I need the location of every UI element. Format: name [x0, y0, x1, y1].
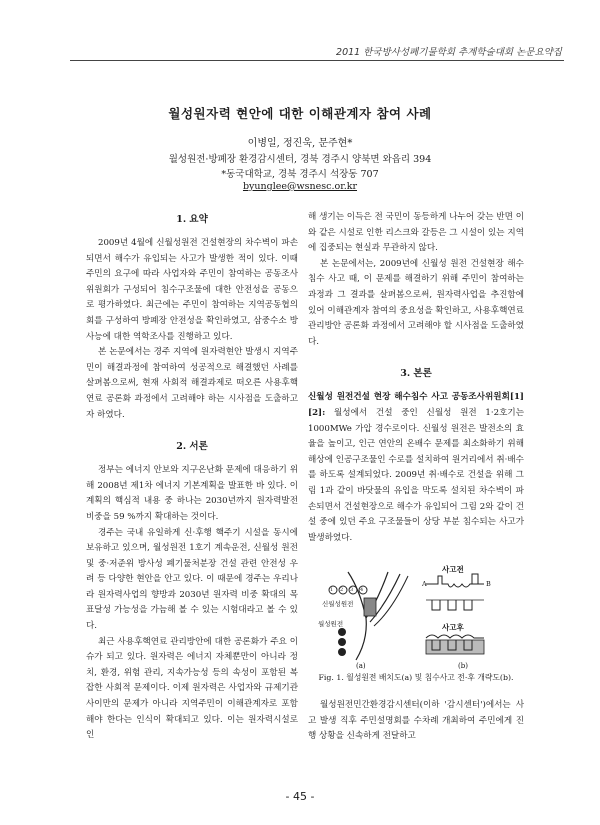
intro-paragraph-2: 경주는 국내 유일하게 신·후행 핵주기 시설을 동시에 보유하고 있으며, 월성원전 1호기 계속운전, 신월성 원전 및 중·저준위 방사성 폐기물처분장 건설 관련 안전성 우려 등 다양한 현안을 안고 있다. 이 때문에 경주는 우리나라 원자력사업의 향방과 2030년 원자력 비중 확대의 목표달성 가능성을 가늠해 볼 수 있는 시험대라고 볼 수 있다. — [86, 527, 298, 632]
page-number: - 45 - — [285, 790, 315, 803]
section-heading-intro: 2. 서론 — [176, 441, 208, 453]
intro-paragraph-4: 본 논문에서는, 2009년에 신월성 원전 건설현장 해수침수 사고 때, 이 문제를 해결하기 위해 주민이 참여하는 과정과 그 결과를 살펴봄으로써, 원자력사업을 추진함에 있어 이해관계자 참여의 중요성을 확인하고, 사용후핵연료 관리방안 공론화 과정에서 고려해야 할 시사점을 도출하였다. — [308, 258, 524, 347]
label-wolsong: 월성원전 — [318, 620, 344, 629]
layout-sketch — [318, 572, 408, 670]
site-num-4: 4 — [360, 587, 364, 594]
author-email: byunglee@wsnesc.or.kr — [242, 181, 358, 192]
label-after: 사고후 — [442, 623, 464, 633]
monitoring-paragraph: 월성원전민간환경감시센터(이하 '감시센터')에서는 사고 발생 직후 주민설명회를 수차례 개최하여 주민에게 진행 상황을 신속하게 전달하고 — [308, 700, 524, 742]
intro-paragraph-1: 정부는 에너지 안보와 지구온난화 문제에 대응하기 위해 2008년 제1차 에너지 기본계획을 발표한 바 있다. 이 계획의 핵심적 내용 중 하나는 2030년까지 원자력발전 비중을 59 %까지 확대하는 것이다. — [86, 465, 298, 522]
section-heading-body: 3. 본론 — [400, 368, 432, 380]
body-paragraph-text: 월성에서 건설 중인 신월성 원전 1·2호기는 1000MWe 가압 경수로이다. 신월성 원전은 발전소의 효율을 높이고, 인근 연안의 온배수 문제를 최소화하기 위해 해상에 인공구조물인 수로를 설치하여 원거리에서 취·배수를 하도록 설계되었다. 2009년 취·배수로 건설을 위해 그림 1과 같이 바닷물의 유입을 막도록 설치된 차수벽이 파손되면서 건설현장으로 해수가 유입되어 그림 2와 같이 건설 중에 있던 주요 구조물들이 상당 부분 침수되는 사고가 발생하였다. — [308, 407, 524, 543]
figure-1 — [308, 560, 524, 670]
site-num-2: 2 — [340, 587, 344, 594]
paper-authors: 이병일, 정진욱, 문주현* — [247, 138, 353, 149]
before-after-sketch — [421, 564, 491, 670]
running-header: 2011 한국방사성폐기물학회 추계학술대회 논문요약집 — [336, 47, 562, 58]
right-column — [308, 210, 524, 745]
body-subheading: 신월성 원전건설 현장 해수침수 사고 공동조사위원회[1][2]: — [308, 392, 524, 418]
paper-title: 월성원자력 현안에 대한 이해관계자 참여 사례 — [168, 106, 432, 121]
subfig-b-label: (b) — [458, 662, 468, 671]
affiliation-2: *동국대학교, 경북 경주시 석장동 707 — [221, 169, 379, 180]
summary-paragraph-2: 본 논문에서는 경주 지역에 원자력현안 발생시 지역주민이 해결과정에 참여하여 성공적으로 해결했던 사례를 살펴봄으로써, 현재 사회적 해결과제로 떠오른 사용후핵연료 공론화 과정에서 고려해야 하는 시사점을 도출하고자 하였다. — [86, 347, 298, 420]
figure-1-graphic — [308, 560, 524, 670]
label-B: B — [486, 580, 491, 589]
site-num-3: 3 — [350, 587, 354, 594]
continued-paragraph: 해 생기는 이득은 전 국민이 동등하게 나누어 갖는 반면 이와 같은 시설로 인한 리스크와 갈등은 그 시설이 있는 지역에 집중되는 현실과 무관하지 않다. — [308, 212, 524, 254]
label-A: A — [422, 580, 427, 589]
left-column — [86, 210, 298, 744]
figure-1-caption: Fig. 1. 월성원전 배치도(a) 및 침수사고 전·후 개략도(b). — [318, 673, 514, 683]
affiliation-1: 월성원전·방폐장 환경감시센터, 경북 경주시 양북면 와읍리 394 — [168, 154, 432, 165]
summary-paragraph-1: 2009년 4월에 신월성원전 건설현장의 차수벽이 파손되면서 해수가 유입되는 사고가 발생한 적이 있다. 이때 주민의 요구에 따라 사업자와 주민이 참여하는 공동조사위원회가 구성되어 침수구조물에 대한 안전성을 공동으로 평가하였다. 최근에는 주민이 참여하는 지역공동협의회를 구성하여 방폐장 안전성을 확인하였고, 삼중수소 방사능에 대한 역학조사를 진행하고 있다. — [86, 238, 298, 342]
label-before: 사고전 — [442, 565, 464, 575]
site-num-1: 1 — [330, 587, 334, 594]
section-heading-summary: 1. 요약 — [176, 214, 208, 225]
body-paragraph-1 — [308, 390, 524, 546]
subfig-a-label: (a) — [356, 662, 366, 671]
intro-paragraph-3: 최근 사용후핵연료 관리방안에 대한 공론화가 주요 이슈가 되고 있다. 원자력은 에너지 자체뿐만이 아니라 정치, 환경, 위험 관리, 지속가능성 등의 속성이 포함된 복잡한 사회적 문제이다. 이제 원자력은 사업자와 규제기관 사이만의 문제가 아니라 지역주민이 이해관계자로 포함해야 한다는 인식이 확대되고 있다. 이는 원자력시설로 인 — [86, 636, 298, 741]
header-rule — [70, 60, 564, 61]
label-shinwolsong: 신월성원전 — [322, 600, 354, 609]
